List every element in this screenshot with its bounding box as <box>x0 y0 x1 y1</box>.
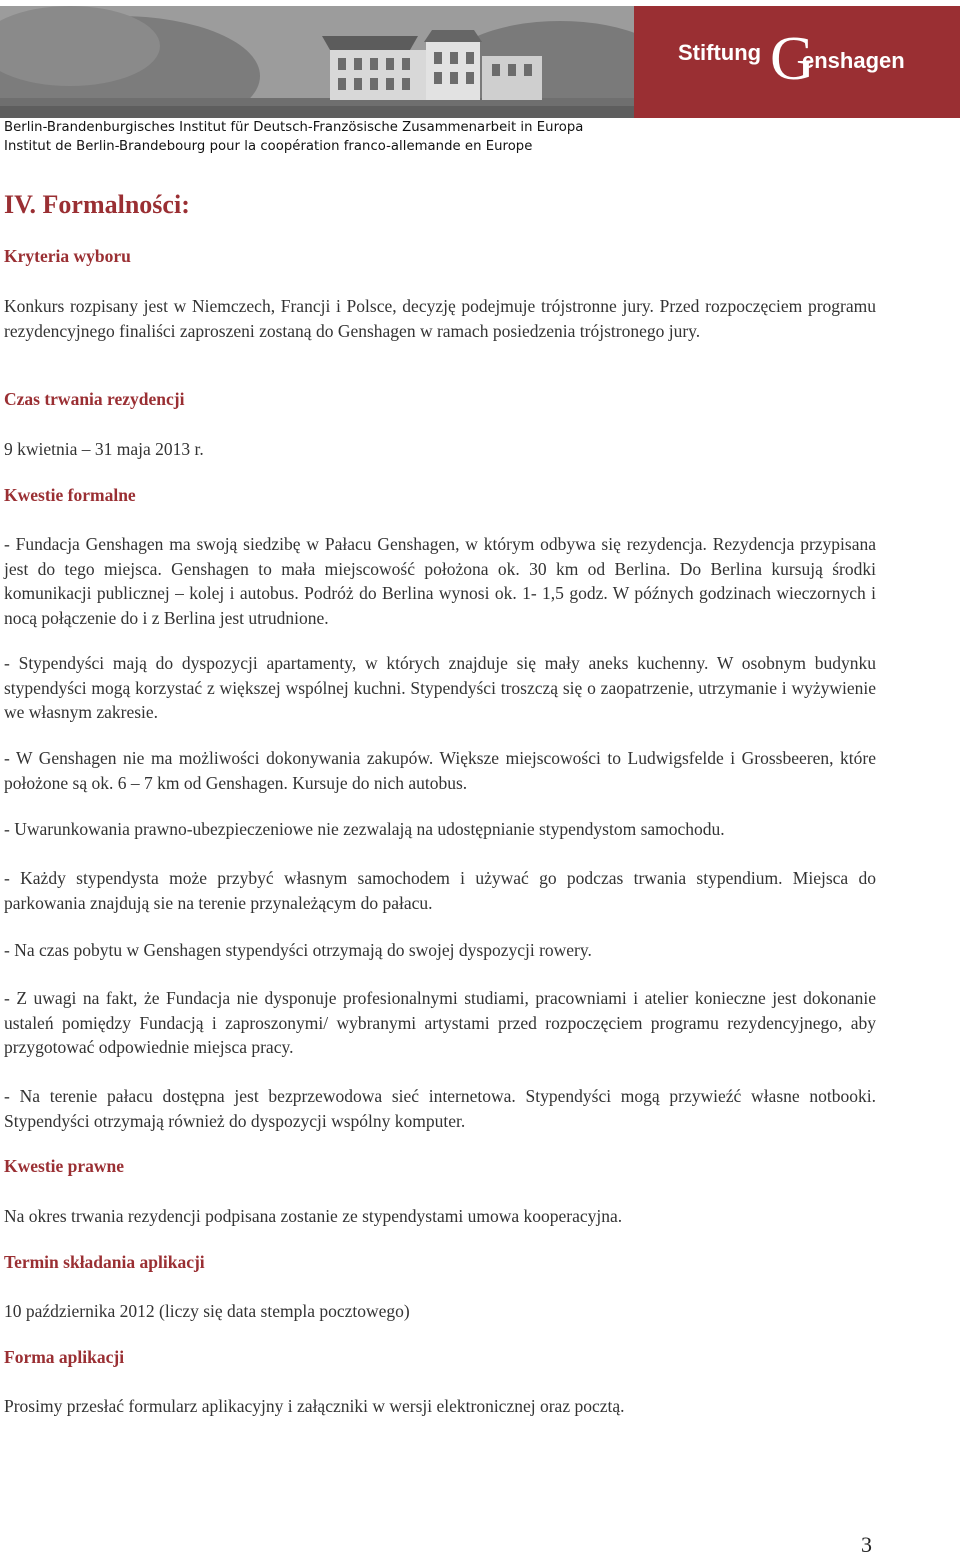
formal-item: - Stypendyści mają do dyspozycji apartamenty, w których znajduje się mały aneks kuchenny. W osobnym budynku stypendyści mogą korzystać z większej wspólnej kuchni. Stypendyści troszczą się o zaopatrzenie, utrzymanie i wyżywienie we własnym zakresie. <box>4 653 876 722</box>
palace-illustration <box>0 6 634 118</box>
logo-word-stiftung: Stiftung <box>678 40 762 65</box>
logo-word-genshagen: enshagen <box>802 48 905 73</box>
page-number: 3 <box>861 1532 872 1557</box>
institute-name-fr: Institut de Berlin-Brandebourg pour la coopération franco-allemande en Europe <box>4 139 533 154</box>
heading-kryteria-wyboru: Kryteria wyboru <box>4 246 131 266</box>
paragraph-kryteria-wyboru: Konkurs rozpisany jest w Niemczech, Francji i Polsce, decyzję podejmuje trójstronne jury. Przed rozpoczęciem programu rezydencyjnego finaliści zaproszeni zostaną do Genshagen w ramach posiedzenia trójstronego jury. <box>4 296 876 341</box>
paragraph-termin-skladania: 10 października 2012 (liczy się data stempla pocztowego) <box>4 1301 410 1321</box>
heading-czas-trwania: Czas trwania rezydencji <box>4 389 185 409</box>
header-palace-photo <box>0 6 634 118</box>
formal-item: - Z uwagi na fakt, że Fundacja nie dysponuje profesionalnymi studiami, pracowniami i atelier konieczne jest dokonanie ustaleń pomiędzy Fundacją i zaproszonymi/ wybranymi artystami przed rozpoczęciem programu rezydencyjnego, aby przygotować odpowiednie miejsca pracy. <box>4 988 876 1057</box>
stiftung-genshagen-logo <box>634 6 960 118</box>
institute-name-de: Berlin-Brandenburgisches Institut für Deutsch-Französische Zusammenarbeit in Europa <box>4 120 584 135</box>
formal-item: - Fundacja Genshagen ma swoją siedzibę w Pałacu Genshagen, w którym odbywa się rezydencja. Rezydencja przypisana jest do tego miejsca. Genshagen to mała miejscowość położona ok. 30 km od Berlina. Do Berlina kursują środki komunikacji publicznej – kolej i autobus. Podróż do Berlina wynosi ok. 1- 1,5 godz. W późnych godzinach wieczornych i nocą połączenie do i z Berlina jest utrudnione. <box>4 534 876 628</box>
section-title: IV. Formalności: <box>4 190 190 219</box>
paragraph-czas-trwania: 9 kwietnia – 31 maja 2013 r. <box>4 439 204 459</box>
logo-letter-g: G <box>770 25 815 93</box>
paragraph-kwestie-prawne: Na okres trwania rezydencji podpisana zostanie ze stypendystami umowa kooperacyjna. <box>4 1206 623 1226</box>
formal-item: - Uwarunkowania prawno-ubezpieczeniowe nie zezwalają na udostępnianie stypendystom samochodu. <box>4 819 725 839</box>
formal-item: - Na terenie pałacu dostępna jest bezprzewodowa sieć internetowa. Stypendyści mogą przywieźć własne notbooki. Stypendyści otrzymają również do dyspozycji wspólny komputer. <box>4 1086 876 1131</box>
formal-item: - Na czas pobytu w Genshagen stypendyści otrzymają do swojej dyspozycji rowery. <box>4 940 592 960</box>
heading-kwestie-formalne: Kwestie formalne <box>4 485 136 505</box>
paragraph-forma-aplikacji: Prosimy przesłać formularz aplikacyjny i załączniki w wersji elektronicznej oraz pocztą. <box>4 1396 625 1416</box>
formal-item: - Każdy stypendysta może przybyć własnym samochodem i używać go podczas trwania stypendium. Miejsca do parkowania znajdują sie na terenie przynależącym do pałacu. <box>4 868 876 913</box>
heading-termin-skladania: Termin składania aplikacji <box>4 1252 205 1272</box>
heading-kwestie-prawne: Kwestie prawne <box>4 1156 125 1176</box>
heading-forma-aplikacji: Forma aplikacji <box>4 1347 125 1367</box>
formal-item: - W Genshagen nie ma możliwości dokonywania zakupów. Większe miejscowości to Ludwigsfelde i Grossbeeren, które położone są ok. 6 – 7 km od Genshagen. Kursuje do nich autobus. <box>4 748 876 793</box>
